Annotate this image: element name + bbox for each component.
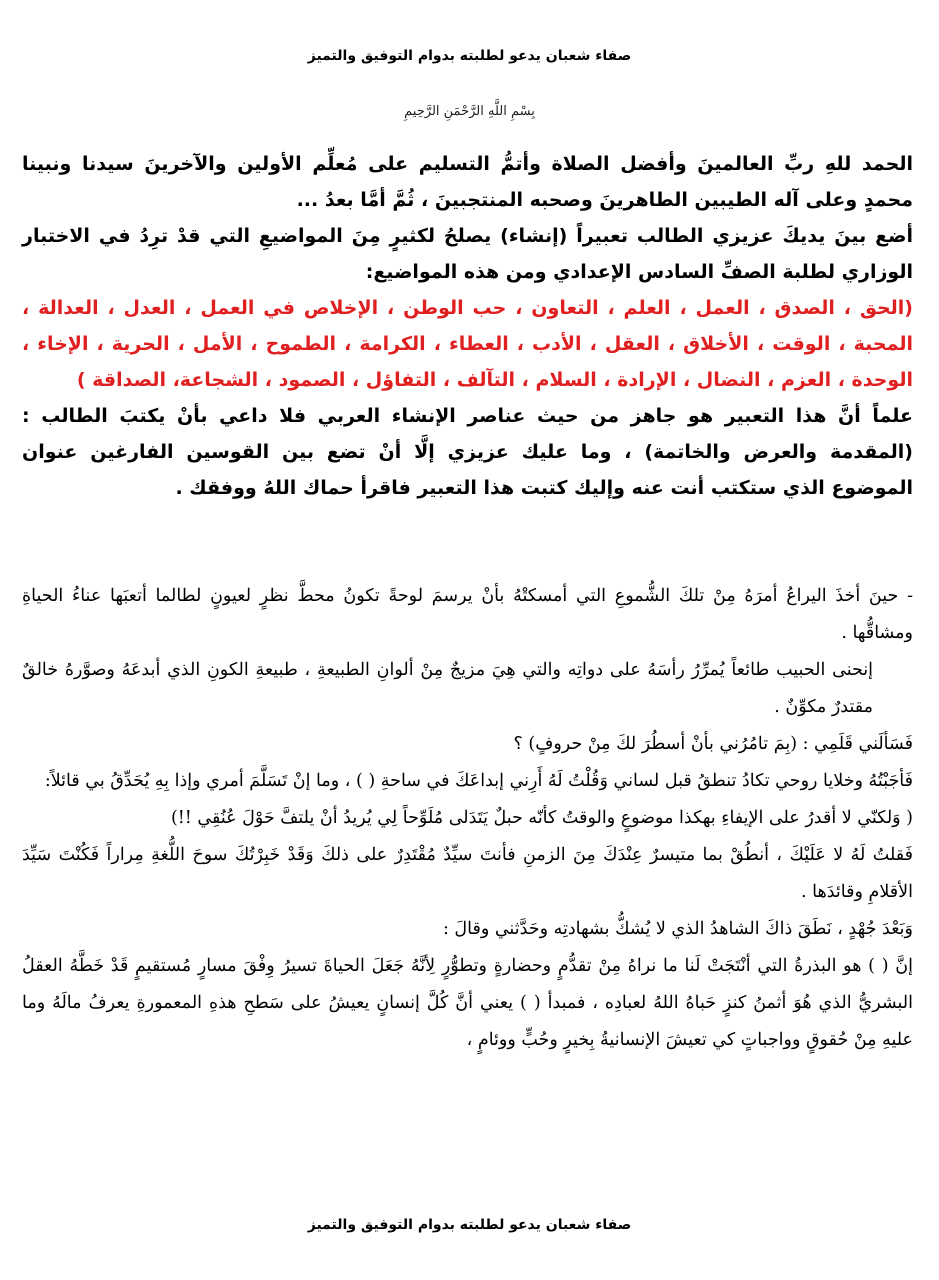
essay-paragraph: وَبَعْدَ جُهْدٍ ، نَطَقَ ذاكَ الشاهدُ الذي لا يُشكُّ بشهادتِه وحَدَّثني وقالَ :	[442, 919, 913, 939]
essay-body	[22, 578, 913, 1059]
essay-paragraph: فَقلتُ لَهُ لا عَلَيْكَ ، أنطُقْ بما متيسرٌ عِنْدَكَ مِنَ الزمنِ فأنتَ سيِّدٌ مُقْتَدِرٌ على ذلكَ وَقَدْ خَبِرْتُكَ سوحَ اللُّغةِ مِراراً فَكُنْتَ سَيِّدَ الأقلامِ وقائدَها .	[22, 845, 913, 902]
topics-list: (الحق ، الصدق ، العمل ، العلم ، التعاون ، حب الوطن ، الإخلاص في العمل ، العدل ، العدالة ، المحبة ، الوقت ، الأخلاق ، العقل ، الأدب ، العطاء ، الكرامة ، الطموح ، الأمل ، الحرية ، الإخاء ، الوحدة ، العزم ، النضال ، الإرادة ، السلام ، التآلف ، التفاؤل ، الصمود ، الشجاعة، الصداقة )	[22, 297, 913, 391]
essay-paragraph: فَسَألَني قَلَمِي : (بِمَ تامُرُني بأنْ أسطُرَ لكَ مِنْ حروفٍ) ؟	[513, 734, 913, 754]
essay-paragraph: إنحنى الحبيب طائعاً يُمرِّرُ رأسَهُ على دواتِه والتي هِيَ مزيجٌ مِنْ ألوانِ الطبيعةِ ، طبيعةِ الكونِ الذي أبدعَهُ وصوَّرهُ خالقٌ مقتدرٌ مكوِّنٌ .	[22, 660, 873, 717]
intro-praise: الحمد للهِ ربِّ العالمينَ وأفضل الصلاة وأتمُّ التسليم على مُعلِّم الأولين والآخرينَ سيدنا ونبينا محمدٍ وعلى آله الطيبين الطاهرينَ وصحبه المنتجبينَ ، ثُمَّ أمَّا بعدُ ...	[22, 153, 913, 211]
intro-section	[22, 146, 913, 506]
essay-paragraph: فَأجَبْتُهُ وخلايا روحي تكادُ تنطقُ قبل لساني وَقُلْتُ لَهُ أَرِني إبداعَكَ في ساحةِ ( ) ، وما إنْ تَسَلَّمَ أمري وإذا بِهِ يُحَدِّقُ بي قائلاً:	[44, 771, 913, 791]
essay-paragraph: - حينَ أخذَ اليراعُ أمرَهُ مِنْ تلكَ الشُّموعِ التي أمسكتْهُ بأنْ يرسمَ لوحةً تكونُ محطَّ نظرٍ لعيونٍ لطالما أتعبَها عناءُ الحياةِ ومشاقُّها .	[22, 586, 913, 643]
bismillah-calligraphy: بِسْمِ اللَّهِ الرَّحْمَنِ الرَّحِيمِ	[404, 104, 535, 119]
essay-paragraph: إنَّ ( ) هو البذرةُ التي أنْتَجَتْ لَنا ما نراهُ مِنْ تقدُّمٍ وحضارةٍ وتطوُّرٍ لِأنَّهُ جَعَلَ الحياةَ تسيرُ وِفْقَ مسارٍ مُستقيمٍ قَدْ خَطَّهُ العقلُ البشريُّ الذي هُوَ أثمنُ كنزٍ حَباهُ اللهُ لعبادِه ، فمبدأ ( ) يعني أنَّ كُلَّ إنسانٍ يعيشُ على سَطحِ هذهِ المعمورةِ يعرفُ مالَهُ وما عليهِ مِنْ حُقوقٍ وواجباتٍ كي تعيشَ الإنسانيةُ بِخيرٍ وحُبٍّ ووئامٍ ،	[22, 956, 913, 1050]
page-footer: صفاء شعبان يدعو لطلبته بدوام التوفيق والتميز	[307, 1217, 632, 1233]
intro-instructions: علماً أنَّ هذا التعبير هو جاهز من حيث عناصر الإنشاء العربي فلا داعي بأنْ يكتبَ الطالب : (المقدمة والعرض والخاتمة) ، وما عليك عزيزي إلَّا أنْ تضع بين القوسين الفارغين عنوان الموضوع الذي ستكتب أنت عنه وإليك كتبت هذا التعبير فاقرأ حماك اللهُ ووفقك .	[22, 405, 913, 499]
page-header: صفاء شعبان يدعو لطلبته بدوام التوفيق والتميز	[307, 48, 632, 64]
intro-description: أضع بينَ يديكَ عزيزي الطالب تعبيراً (إنشاء) يصلحُ لكثيرٍ مِنَ المواضيعِ التي قدْ ترِدُ في الاختبار الوزاري لطلبة الصفِّ السادس الإعدادي ومن هذه المواضيع:	[22, 225, 913, 283]
essay-paragraph: ( وَلكنّي لا أقدرُ على الإيفاءِ بهكذا موضوعٍ والوقتُ كأنّه حبلٌ يَتَدَلى مُلَوِّحاً لِي يُريدُ أنْ يلتفَّ حَوْلَ عُنُقِي !!)	[170, 808, 913, 828]
